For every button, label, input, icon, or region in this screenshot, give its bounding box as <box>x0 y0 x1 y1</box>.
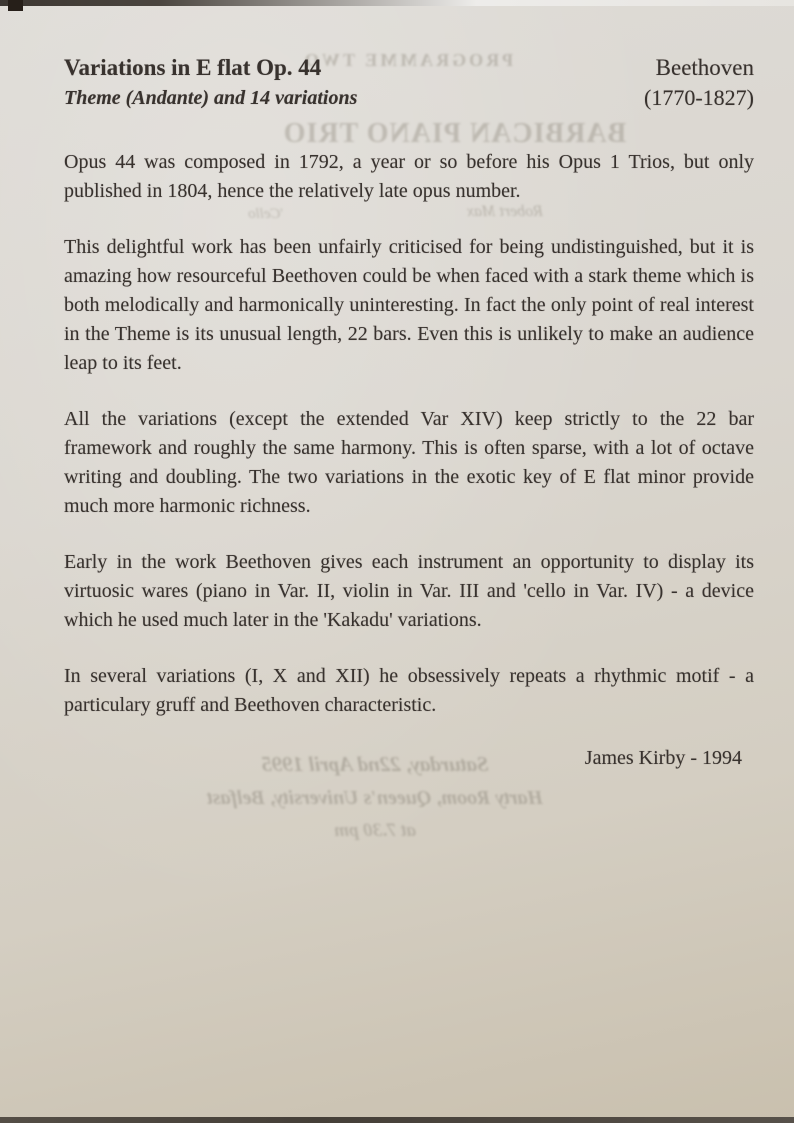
composer-block <box>644 52 754 112</box>
bleedthrough-concert-time: at 7.30 pm <box>334 820 416 841</box>
composer-name: Beethoven <box>655 55 754 80</box>
photo-top-notch <box>8 0 23 11</box>
author-byline: James Kirby - 1994 <box>584 747 742 769</box>
work-title: Variations in E flat Op. 44 <box>64 55 322 80</box>
bleedthrough-instrument: 'Cello <box>248 206 284 222</box>
photo-top-edge <box>0 0 794 6</box>
bleedthrough-concert-date: Saturday, 22nd April 1995 <box>261 752 489 776</box>
work-subtitle: Theme (Andante) and 14 variations <box>64 87 358 109</box>
bleedthrough-concert-venue: Harty Room, Queen's University, Belfast <box>207 787 543 809</box>
paragraph: In several variations (I, X and XII) he obsessively repeats a rhythmic motif - a particulary gruff and Beethoven characteristic. <box>64 665 754 716</box>
paragraph: All the variations (except the extended Var XIV) keep strictly to the 22 bar framework and roughly the same harmony. This is often sparse, with a lot of octave writing and doubling. The two variations in the exotic key of E flat minor provide much more harmonic richness. <box>64 408 754 517</box>
programme-note <box>64 52 754 770</box>
bleedthrough-programme-heading: PROGRAMME TWO <box>301 50 514 70</box>
note-body <box>64 148 754 720</box>
bleedthrough-ensemble-name: BARBICAN PIANO TRIO <box>282 118 627 149</box>
composer-dates: (1770-1827) <box>644 85 754 110</box>
paragraph: Opus 44 was composed in 1792, a year or so before his Opus 1 Trios, but only published in 1804, hence the relatively late opus number. <box>64 151 754 202</box>
paragraph: This delightful work has been unfairly criticised for being undistinguished, but it is amazing how resourceful Beethoven could be when faced with a stark theme which is both melodically and harmonically uninteresting. In fact the only point of real interest in the Theme is its unusual length, 22 bars. Even this is unlikely to make an audience leap to its feet. <box>64 236 754 374</box>
bleedthrough-performer: Robert Max <box>467 203 543 220</box>
photo-bottom-edge <box>0 1117 794 1123</box>
paragraph: Early in the work Beethoven gives each instrument an opportunity to display its virtuosic wares (piano in Var. II, violin in Var. III and 'cello in Var. IV) - a device which he used much later in the 'Kakadu' variations. <box>64 551 754 631</box>
work-title-block <box>64 52 357 112</box>
work-header <box>64 52 754 112</box>
